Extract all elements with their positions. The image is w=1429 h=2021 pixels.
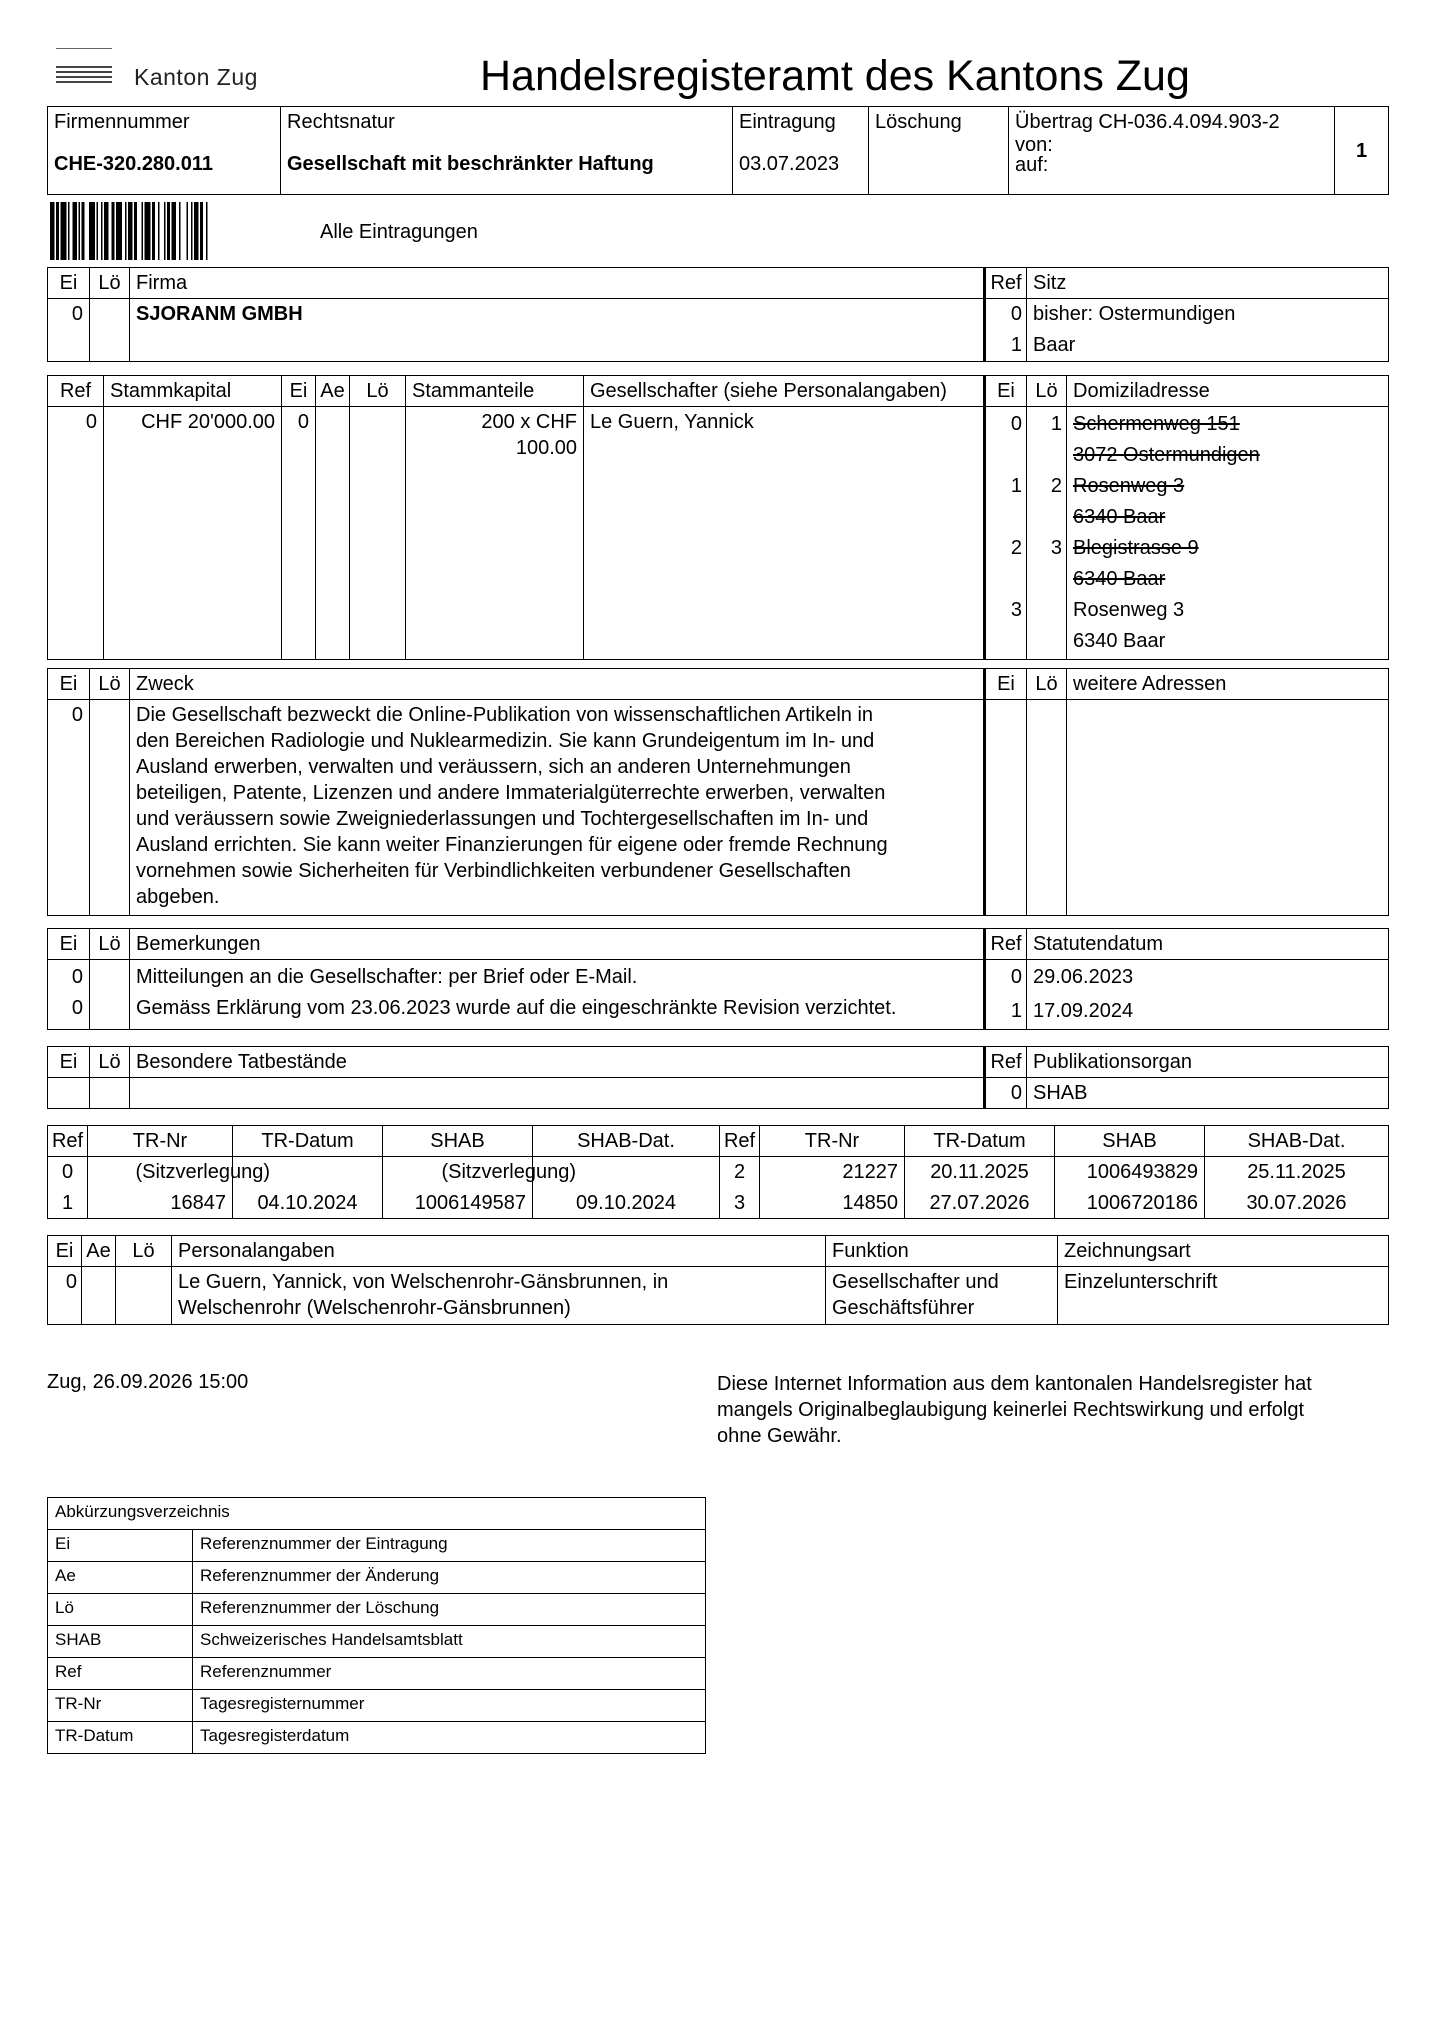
tr-datum: 27.07.2026 — [905, 1188, 1055, 1219]
col-shab-dat: SHAB-Dat. — [1205, 1126, 1389, 1157]
abbr-desc: Schweizerisches Handelsamtsblatt — [193, 1626, 706, 1658]
tr-shab: 1006493829 — [1055, 1157, 1205, 1188]
col-ref: Ref — [985, 1047, 1027, 1078]
col-loe: Lö — [90, 929, 130, 960]
zweck-loe — [90, 700, 130, 916]
zweck-line: beteiligen, Patente, Lizenzen und andere Immaterialgüterrechte erwerben, verwalten — [136, 782, 886, 804]
col-ref: Ref — [48, 376, 104, 407]
bemerkung-ei-column — [48, 960, 90, 1030]
statuten-ref-column — [985, 960, 1027, 1030]
address-line-deleted: 3072 Ostermundigen — [1073, 444, 1260, 466]
company-header-table — [47, 106, 1389, 195]
canton-logo — [56, 48, 276, 98]
abbr-desc: Referenznummer der Eintragung — [193, 1530, 706, 1562]
uebertrag-auf: auf: — [1015, 154, 1049, 176]
table-row — [48, 1157, 1389, 1188]
address-ei: 0 — [1010, 413, 1022, 435]
col-stammanteile: Stammanteile — [406, 376, 584, 407]
abbr-desc: Referenznummer der Löschung — [193, 1594, 706, 1626]
firmennummer-cell — [48, 107, 281, 195]
disclaimer-line: mangels Originalbeglaubigung keinerlei Rechtswirkung und erfolgt — [717, 1399, 1305, 1421]
address-ei: 3 — [1010, 599, 1022, 621]
eintragung-label: Eintragung — [739, 111, 836, 133]
col-ref: Ref — [985, 929, 1027, 960]
zweck-line: vornehmen sowie Sicherheiten für Verbindlichkeiten verbundener Gesellschaften — [136, 860, 851, 882]
col-loe: Lö — [116, 1236, 172, 1267]
abbr: Ref — [48, 1658, 193, 1690]
capital-loe — [350, 407, 406, 660]
tr-shab-dat: 30.07.2026 — [1205, 1188, 1389, 1219]
col-bemerkungen: Bemerkungen — [130, 929, 985, 960]
table-row — [48, 1267, 1389, 1325]
tr-nr: 16847 — [88, 1188, 233, 1219]
zweck-line: und veräussern sowie Zweigniederlassungen und Tochtergesellschaften im In- und — [136, 808, 869, 830]
statuten-date: 17.09.2024 — [1033, 1000, 1134, 1022]
tr-nr — [88, 1157, 270, 1188]
page-number: 1 — [1355, 139, 1368, 162]
bemerkung-ei: 0 — [71, 997, 83, 1019]
col-tr-datum: TR-Datum — [233, 1126, 383, 1157]
col-ae: Ae — [82, 1236, 116, 1267]
address-line-deleted: Rosenweg 3 — [1073, 475, 1185, 497]
firmennummer-value: CHE-320.280.011 — [54, 153, 214, 175]
col-ei: Ei — [48, 1047, 90, 1078]
logo-text: Kanton Zug — [134, 64, 258, 90]
loeschung-cell — [869, 107, 1009, 195]
tr-shab — [383, 1157, 576, 1188]
firma-table — [47, 267, 1389, 362]
col-weitere-adressen: weitere Adressen — [1067, 669, 1389, 700]
besondere-loe — [90, 1078, 130, 1109]
firma-name: SJORANM GMBH — [130, 299, 985, 362]
address-line-deleted: 6340 Baar — [1073, 506, 1166, 528]
person-ae — [82, 1267, 116, 1325]
tr-shab-text: (Sitzverlegung) — [441, 1161, 576, 1183]
rechtsnatur-value: Gesellschaft mit beschränkter Haftung — [287, 153, 654, 175]
firma-loe — [90, 299, 130, 362]
bemerkung-text: Mitteilungen an die Gesellschafter: per Brief oder E-Mail. — [136, 966, 638, 988]
address-line-deleted: 6340 Baar — [1073, 568, 1166, 590]
person-ei: 0 — [48, 1267, 82, 1325]
stammanteile-value — [406, 407, 584, 660]
tr-nr: 21227 — [760, 1157, 905, 1188]
besondere-table — [47, 1046, 1389, 1109]
gesellschafter-value: Le Guern, Yannick — [584, 407, 985, 660]
disclaimer — [717, 1371, 1312, 1449]
rechtsnatur-label: Rechtsnatur — [287, 111, 395, 133]
sitz-refs — [985, 299, 1027, 362]
tr-ref: 1 — [48, 1188, 88, 1219]
sitz-values — [1027, 299, 1389, 362]
col-ref: Ref — [48, 1126, 88, 1157]
rechtsnatur-cell — [281, 107, 733, 195]
col-funktion: Funktion — [826, 1236, 1058, 1267]
barcode-label: Alle Eintragungen — [320, 221, 478, 243]
address-line-deleted: Blegistrasse 9 — [1073, 537, 1199, 559]
tr-nr: 14850 — [760, 1188, 905, 1219]
abbr-desc: Tagesregisternummer — [193, 1690, 706, 1722]
person-loe — [116, 1267, 172, 1325]
col-ref: Ref — [720, 1126, 760, 1157]
weitere-ei — [985, 700, 1027, 916]
address-loe: 2 — [1050, 475, 1062, 497]
besondere-text — [130, 1078, 985, 1109]
col-statutendatum: Statutendatum — [1027, 929, 1389, 960]
zweck-ei: 0 — [48, 700, 90, 916]
zweck-line: Ausland errichten. Sie kann weiter Finanzierungen für eigene oder fremde Rechnung — [136, 834, 888, 856]
col-shab-dat: SHAB-Dat. — [533, 1126, 720, 1157]
barcode-icon — [50, 202, 298, 260]
address-ei: 2 — [1010, 537, 1022, 559]
firma-ei: 0 — [48, 299, 90, 362]
tr-datum: 04.10.2024 — [233, 1188, 383, 1219]
col-loe: Lö — [90, 1047, 130, 1078]
col-ei: Ei — [48, 929, 90, 960]
abbr-desc: Referenznummer — [193, 1658, 706, 1690]
page-number-cell — [1335, 107, 1389, 195]
list-item — [48, 1658, 706, 1690]
sitz-value: bisher: Ostermundigen — [1033, 303, 1236, 325]
stammanteile-line: 200 x CHF — [481, 411, 577, 433]
abbr: Lö — [48, 1594, 193, 1626]
tr-shab-dat: 09.10.2024 — [533, 1188, 720, 1219]
publikation-value: SHAB — [1027, 1078, 1389, 1109]
tr-ref: 0 — [48, 1157, 88, 1188]
col-ei: Ei — [985, 669, 1027, 700]
canton-logo-icon — [56, 48, 112, 86]
zweck-line: Ausland erwerben, verwalten und veräussern, sich an anderen Unternehmungen — [136, 756, 851, 778]
tr-ref: 2 — [720, 1157, 760, 1188]
statuten-ref: 0 — [1010, 966, 1022, 988]
statuten-date: 29.06.2023 — [1033, 966, 1134, 988]
col-shab: SHAB — [1055, 1126, 1205, 1157]
statuten-ref: 1 — [1010, 1000, 1022, 1022]
personalangaben-table — [47, 1235, 1389, 1325]
stammanteile-line: 100.00 — [515, 437, 577, 459]
abbreviations-table — [47, 1497, 706, 1754]
list-item — [48, 1530, 706, 1562]
abbreviations-title: Abkürzungsverzeichnis — [48, 1498, 706, 1530]
uebertrag-cell — [1009, 107, 1335, 195]
sitz-ref: 1 — [1010, 334, 1022, 356]
col-loe: Lö — [1027, 376, 1067, 407]
col-ei: Ei — [48, 1236, 82, 1267]
address-ei: 1 — [1010, 475, 1022, 497]
col-tr-datum: TR-Datum — [905, 1126, 1055, 1157]
eintragung-cell — [733, 107, 869, 195]
col-ei: Ei — [48, 669, 90, 700]
col-ei: Ei — [985, 376, 1027, 407]
publikation-ref: 0 — [985, 1078, 1027, 1109]
zweck-line: abgeben. — [136, 886, 220, 908]
zweck-line: den Bereichen Radiologie und Nuklearmedizin. Sie kann Grundeigentum im In- und — [136, 730, 875, 752]
col-zeichnungsart: Zeichnungsart — [1058, 1236, 1389, 1267]
page-title: Handelsregisteramt des Kantons Zug — [480, 52, 1190, 100]
col-ref: Ref — [985, 268, 1027, 299]
sitz-ref: 0 — [1010, 303, 1022, 325]
col-ei: Ei — [282, 376, 316, 407]
uebertrag-label: Übertrag CH-036.4.094.903-2 — [1015, 111, 1280, 133]
table-row — [48, 1188, 1389, 1219]
col-zweck: Zweck — [130, 669, 985, 700]
tr-shab: 1006149587 — [383, 1188, 533, 1219]
person-zeichnungsart: Einzelunterschrift — [1058, 1267, 1389, 1325]
funktion-line: Geschäftsführer — [832, 1297, 975, 1319]
col-personalangaben: Personalangaben — [172, 1236, 826, 1267]
col-domiziladresse: Domiziladresse — [1067, 376, 1389, 407]
address-column — [1067, 407, 1389, 660]
abbr: Ei — [48, 1530, 193, 1562]
capital-ei: 0 — [282, 407, 316, 660]
person-details — [172, 1267, 826, 1325]
list-item — [48, 1626, 706, 1658]
person-line: Welschenrohr (Welschenrohr-Gänsbrunnen) — [178, 1297, 571, 1319]
col-sitz: Sitz — [1027, 268, 1389, 299]
col-publikationsorgan: Publikationsorgan — [1027, 1047, 1389, 1078]
col-loe: Lö — [1027, 669, 1067, 700]
statuten-date-column — [1027, 960, 1389, 1030]
col-ae: Ae — [316, 376, 350, 407]
capital-ref: 0 — [48, 407, 104, 660]
col-besondere-tatbestaende: Besondere Tatbestände — [130, 1047, 985, 1078]
uebertrag-von: von: — [1015, 134, 1053, 156]
bemerkung-loe — [90, 960, 130, 1030]
stammkapital-value: CHF 20'000.00 — [104, 407, 282, 660]
place-date: Zug, 26.09.2026 15:00 — [47, 1371, 249, 1393]
weitere-loe — [1027, 700, 1067, 916]
address-loe: 1 — [1050, 413, 1062, 435]
tr-datum: 20.11.2025 — [905, 1157, 1055, 1188]
tr-shab-dat: 25.11.2025 — [1205, 1157, 1389, 1188]
col-tr-nr: TR-Nr — [760, 1126, 905, 1157]
address-line: 6340 Baar — [1073, 630, 1166, 652]
abbr: SHAB — [48, 1626, 193, 1658]
tr-ref: 3 — [720, 1188, 760, 1219]
col-loe: Lö — [90, 268, 130, 299]
abbr-desc: Tagesregisterdatum — [193, 1722, 706, 1754]
tagesregister-table — [47, 1125, 1389, 1219]
bemerkung-text: Gemäss Erklärung vom 23.06.2023 wurde auf die eingeschränkte Revision verzichtet. — [136, 997, 897, 1019]
firmennummer-label: Firmennummer — [54, 111, 190, 133]
sitz-value: Baar — [1033, 334, 1076, 356]
col-loe: Lö — [90, 669, 130, 700]
besondere-ei — [48, 1078, 90, 1109]
list-item — [48, 1722, 706, 1754]
col-ei: Ei — [48, 268, 90, 299]
funktion-line: Gesellschafter und — [832, 1271, 999, 1293]
col-tr-nr: TR-Nr — [88, 1126, 233, 1157]
address-loe-column — [1027, 407, 1067, 660]
capital-table — [47, 375, 1389, 660]
list-item — [48, 1594, 706, 1626]
col-firma: Firma — [130, 268, 985, 299]
disclaimer-line: Diese Internet Information aus dem kantonalen Handelsregister hat — [717, 1373, 1312, 1395]
tr-nr-text: (Sitzverlegung) — [135, 1161, 270, 1183]
weitere-adressen — [1067, 700, 1389, 916]
abbr-desc: Referenznummer der Änderung — [193, 1562, 706, 1594]
loeschung-label: Löschung — [875, 111, 962, 133]
disclaimer-line: ohne Gewähr. — [717, 1425, 842, 1447]
bemerkung-ei: 0 — [71, 966, 83, 988]
zweck-table — [47, 668, 1389, 916]
person-funktion — [826, 1267, 1058, 1325]
tr-shab: 1006720186 — [1055, 1188, 1205, 1219]
abbr: Ae — [48, 1562, 193, 1594]
person-line: Le Guern, Yannick, von Welschenrohr-Gänsbrunnen, in — [178, 1271, 669, 1293]
address-line: Rosenweg 3 — [1073, 599, 1185, 621]
list-item — [48, 1690, 706, 1722]
eintragung-value: 03.07.2023 — [739, 153, 840, 175]
bemerkung-text-column — [130, 960, 985, 1030]
list-item — [48, 1562, 706, 1594]
zweck-line: Die Gesellschaft bezweckt die Online-Publikation von wissenschaftlichen Artikeln in — [136, 704, 874, 726]
abbr: TR-Datum — [48, 1722, 193, 1754]
capital-ae — [316, 407, 350, 660]
col-stammkapital: Stammkapital — [104, 376, 282, 407]
zweck-text — [130, 700, 985, 916]
col-shab: SHAB — [383, 1126, 533, 1157]
col-gesellschafter: Gesellschafter (siehe Personalangaben) — [584, 376, 985, 407]
col-loe: Lö — [350, 376, 406, 407]
address-ei-column — [985, 407, 1027, 660]
address-line-deleted: Schermenweg 151 — [1073, 413, 1240, 435]
bemerkungen-table — [47, 928, 1389, 1030]
barcode — [50, 202, 298, 260]
abbr: TR-Nr — [48, 1690, 193, 1722]
address-loe: 3 — [1050, 537, 1062, 559]
